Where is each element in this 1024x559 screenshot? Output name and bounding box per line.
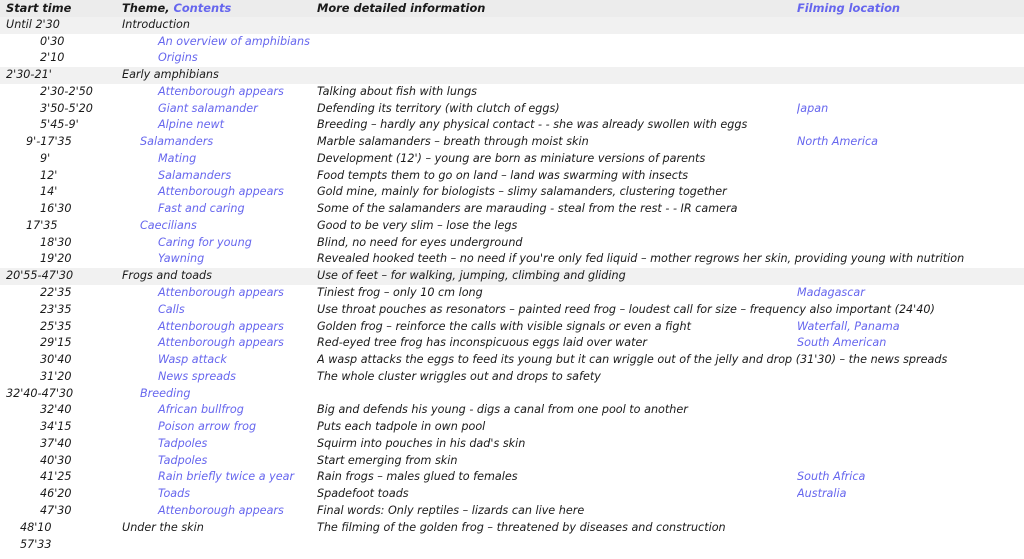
table-row <box>0 537 1024 554</box>
start-time-cell: 2'30-2'50 <box>40 84 93 98</box>
location-header: Filming location <box>797 1 901 15</box>
theme-cell: Caecilians <box>140 218 197 232</box>
start-time-cell: 41'25 <box>40 470 72 484</box>
theme-cell: Salamanders <box>158 168 232 182</box>
location-cell: Japan <box>797 101 829 115</box>
start-time-cell: 17'35 <box>26 218 58 232</box>
info-cell: Gold mine, mainly for biologists – slimy salamanders, clustering together <box>317 185 727 199</box>
table-row <box>0 486 1024 503</box>
theme-cell: Origins <box>158 51 198 65</box>
info-cell: Use throat pouches as resonators – painted reed frog – loudest call for size – frequency also important (24'40) <box>317 302 935 316</box>
info-cell: Final words: Only reptiles – lizards can live here <box>317 503 585 517</box>
start-time-cell: 9' <box>40 151 51 165</box>
start-time-cell: 2'30-21' <box>6 68 52 82</box>
theme-cell: Yawning <box>158 252 205 266</box>
table-row <box>0 84 1024 101</box>
info-cell: The whole cluster wriggles out and drops to safety <box>317 369 601 383</box>
info-cell: The filming of the golden frog – threatened by diseases and construction <box>317 520 726 534</box>
info-cell: Tiniest frog – only 10 cm long <box>317 286 483 300</box>
table-row <box>0 319 1024 336</box>
start-time-header: Start time <box>6 1 72 15</box>
info-cell: Start emerging from skin <box>317 453 458 467</box>
theme-cell: Attenborough appears <box>158 336 284 350</box>
table-row <box>0 67 1024 84</box>
theme-cell: Mating <box>158 151 197 165</box>
theme-cell: Tadpoles <box>158 453 208 467</box>
table-row <box>0 151 1024 168</box>
start-time-cell: 20'55-47'30 <box>6 269 74 283</box>
table-row <box>0 17 1024 34</box>
table-row <box>0 302 1024 319</box>
location-cell: North America <box>797 135 878 149</box>
info-cell: Puts each tadpole in own pool <box>317 420 486 434</box>
info-cell: Development (12') – young are born as miniature versions of parents <box>317 151 706 165</box>
info-header: More detailed information <box>317 1 486 15</box>
theme-header <box>122 0 314 17</box>
table-row <box>0 50 1024 67</box>
info-cell: Golden frog – reinforce the calls with visible signals or even a fight <box>317 319 691 333</box>
start-time-cell: 5'45-9' <box>40 118 79 132</box>
start-time-cell: 19'20 <box>40 252 72 266</box>
start-time-cell: 0'30 <box>40 34 65 48</box>
start-time-cell: 16'30 <box>40 202 72 216</box>
theme-cell: An overview of amphibians <box>158 34 310 48</box>
location-cell: South American <box>797 336 887 350</box>
theme-cell: Attenborough appears <box>158 286 284 300</box>
info-cell: Squirm into pouches in his dad's skin <box>317 436 526 450</box>
info-cell: Marble salamanders – breath through moist skin <box>317 135 589 149</box>
start-time-cell: 2'10 <box>40 51 65 65</box>
theme-cell: Alpine newt <box>158 118 225 132</box>
theme-cell: Giant salamander <box>158 101 258 115</box>
table-row <box>0 251 1024 268</box>
theme-cell: Attenborough appears <box>158 185 284 199</box>
info-cell: Some of the salamanders are marauding - steal from the rest - - IR camera <box>317 202 738 216</box>
theme-cell: Attenborough appears <box>158 84 284 98</box>
header-row <box>0 0 1024 17</box>
start-time-cell: 23'35 <box>40 302 72 316</box>
start-time-cell: 46'20 <box>40 487 72 501</box>
info-cell: Food tempts them to go on land – land was swarming with insects <box>317 168 689 182</box>
theme-cell: Calls <box>158 302 185 316</box>
info-cell: Rain frogs – males glued to females <box>317 470 518 484</box>
start-time-cell: 18'30 <box>40 235 72 249</box>
table-row <box>0 520 1024 537</box>
location-cell: Waterfall, Panama <box>797 319 900 333</box>
theme-cell: News spreads <box>158 369 236 383</box>
start-time-cell: 22'35 <box>40 286 72 300</box>
table-row <box>0 168 1024 185</box>
info-cell: Talking about fish with lungs <box>317 84 478 98</box>
info-cell: Good to be very slim – lose the legs <box>317 218 518 232</box>
contents-header-label: Contents <box>173 1 232 15</box>
notes-rows <box>0 17 1024 554</box>
theme-cell: Wasp attack <box>158 353 227 367</box>
start-time-cell: 14' <box>40 185 58 199</box>
theme-cell: Toads <box>158 487 191 501</box>
table-row <box>0 285 1024 302</box>
table-row <box>0 436 1024 453</box>
table-row <box>0 201 1024 218</box>
start-time-cell: 47'30 <box>40 503 72 517</box>
table-row <box>0 469 1024 486</box>
theme-cell: Rain briefly twice a year <box>158 470 295 484</box>
info-cell: Red-eyed tree frog has inconspicuous eggs laid over water <box>317 336 647 350</box>
table-row <box>0 184 1024 201</box>
location-cell: Australia <box>797 487 847 501</box>
info-cell: Defending its territory (with clutch of eggs) <box>317 101 560 115</box>
theme-cell: Early amphibians <box>122 68 219 82</box>
theme-cell: Caring for young <box>158 235 252 249</box>
info-cell: Spadefoot toads <box>317 487 409 501</box>
start-time-cell: 29'15 <box>40 336 72 350</box>
table-row <box>0 419 1024 436</box>
table-row <box>0 503 1024 520</box>
table-row <box>0 386 1024 403</box>
theme-cell: Introduction <box>122 17 190 31</box>
start-time-cell: 25'35 <box>40 319 72 333</box>
theme-cell: Under the skin <box>122 520 204 534</box>
table-row <box>0 352 1024 369</box>
theme-cell: Frogs and toads <box>122 269 212 283</box>
table-row <box>0 335 1024 352</box>
theme-cell: Breeding <box>140 386 191 400</box>
start-time-cell: 57'33 <box>20 537 52 551</box>
theme-cell: Fast and caring <box>158 202 245 216</box>
info-cell: Breeding – hardly any physical contact - - she was already swollen with eggs <box>317 118 748 132</box>
start-time-cell: 40'30 <box>40 453 72 467</box>
table-row <box>0 101 1024 118</box>
table-row <box>0 117 1024 134</box>
theme-cell: Tadpoles <box>158 436 208 450</box>
info-cell: Use of feet – for walking, jumping, climbing and gliding <box>317 269 626 283</box>
theme-cell: Salamanders <box>140 135 214 149</box>
start-time-cell: 32'40 <box>40 403 72 417</box>
table-row <box>0 268 1024 285</box>
theme-cell: Poison arrow frog <box>158 420 257 434</box>
info-cell: Big and defends his young - digs a canal from one pool to another <box>317 403 688 417</box>
info-cell: Blind, no need for eyes underground <box>317 235 523 249</box>
start-time-cell: 37'40 <box>40 436 72 450</box>
table-row <box>0 34 1024 51</box>
theme-header-label: Theme, <box>122 1 170 15</box>
table-row <box>0 369 1024 386</box>
start-time-cell: 32'40-47'30 <box>6 386 74 400</box>
table-row <box>0 453 1024 470</box>
start-time-cell: 3'50-5'20 <box>40 101 93 115</box>
theme-cell: Attenborough appears <box>158 319 284 333</box>
start-time-cell: Until 2'30 <box>6 17 60 31</box>
start-time-cell: 34'15 <box>40 420 72 434</box>
start-time-cell: 12' <box>40 168 58 182</box>
location-cell: South Africa <box>797 470 866 484</box>
table-row <box>0 402 1024 419</box>
location-cell: Madagascar <box>797 286 865 300</box>
theme-cell: Attenborough appears <box>158 503 284 517</box>
theme-cell: African bullfrog <box>158 403 244 417</box>
start-time-cell: 30'40 <box>40 353 72 367</box>
info-cell: A wasp attacks the eggs to feed its young but it can wriggle out of the jelly and drop (31'30) – the news spreads <box>317 353 948 367</box>
table-row <box>0 218 1024 235</box>
start-time-cell: 9'-17'35 <box>26 135 72 149</box>
table-row <box>0 235 1024 252</box>
start-time-cell: 48'10 <box>20 520 52 534</box>
table-row <box>0 134 1024 151</box>
start-time-cell: 31'20 <box>40 369 72 383</box>
info-cell: Revealed hooked teeth – no need if you're only fed liquid – mother regrows her skin, providing young with nutrition <box>317 252 965 266</box>
